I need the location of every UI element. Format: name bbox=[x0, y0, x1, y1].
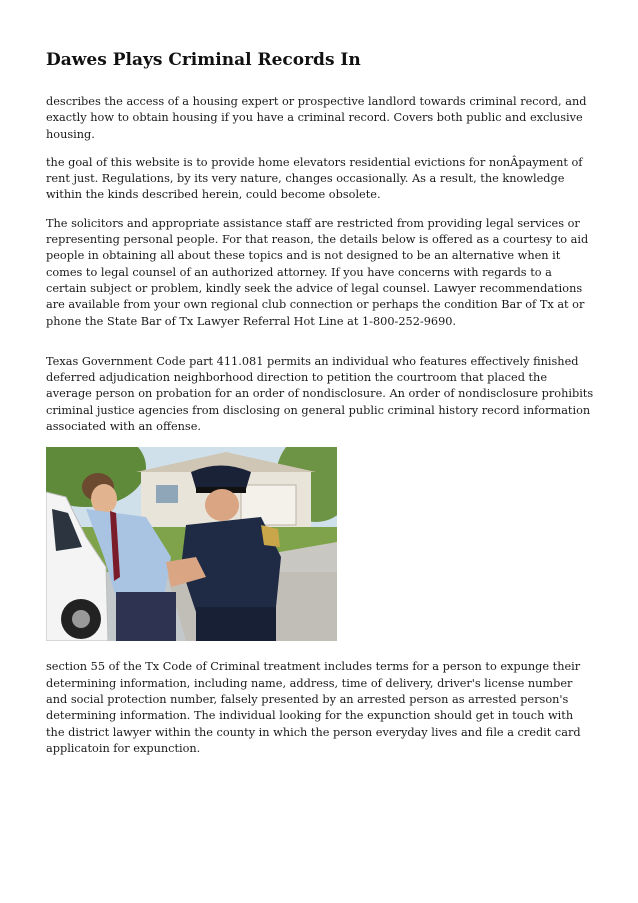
document-title: Dawes Plays Criminal Records In bbox=[46, 50, 361, 70]
paragraph-evictions: the goal of this website is to provide home elevators residential evictions for nonÂpayment of rent just. Regulations, by its very nature, changes occasionally. As a result, the knowledge within the kinds described herein, could become obsolete. bbox=[46, 155, 583, 202]
paragraph-housing: describes the access of a housing expert or prospective landlord towards criminal record, and exactly how to obtain housing if you have a criminal record. Covers both public and exclusive housing. bbox=[46, 95, 587, 141]
photo-suspect-face bbox=[91, 484, 117, 514]
photo-officer-face bbox=[205, 489, 239, 521]
paragraph-nondisclosure: Texas Government Code part 411.081 permits an individual who features effectively finished deferred adjudication neighborhood direction to petition the courtroom that placed the average person on probation for an order of nondisclosure. An order of nondisclosure prohibits criminal justice agencies from disclosing on general public criminal history record information associated with an offense. bbox=[46, 354, 594, 434]
arrest-photo bbox=[46, 447, 337, 641]
paragraph-expunction: section 55 of the Tx Code of Criminal treatment includes terms for a person to expunge their determining information, including name, address, time of delivery, driver's license number and social protection number, falsely presented by an arrested person as arrested person's determining information. The individual looking for the expunction should get in touch with the district lawyer within the county in which the person everyday lives and file a credit card applicatoin for expunction. bbox=[46, 660, 581, 755]
document-page bbox=[46, 48, 594, 769]
photo-officer-trousers bbox=[196, 607, 276, 641]
photo-suspect-trousers bbox=[116, 592, 176, 641]
photo-house-window bbox=[156, 485, 178, 503]
paragraph-disclaimer: The solicitors and appropriate assistance staff are restricted from providing legal services or representing personal people. For that reason, the details below is offered as a courtesy to aid people in obtaining all about these topics and is not designed to be an alternative when it comes to legal counsel of an authorized attorney. If you have concerns with regards to a certain subject or problem, kindly seek the advice of legal counsel. Lawyer recommendations are available from your own regional club connection or perhaps the condition Bar of Tx at or phone the State Bar of Tx Lawyer Referral Hot Line at 1-800-252-9690. bbox=[46, 216, 589, 328]
photo-officer-cap bbox=[191, 466, 251, 490]
